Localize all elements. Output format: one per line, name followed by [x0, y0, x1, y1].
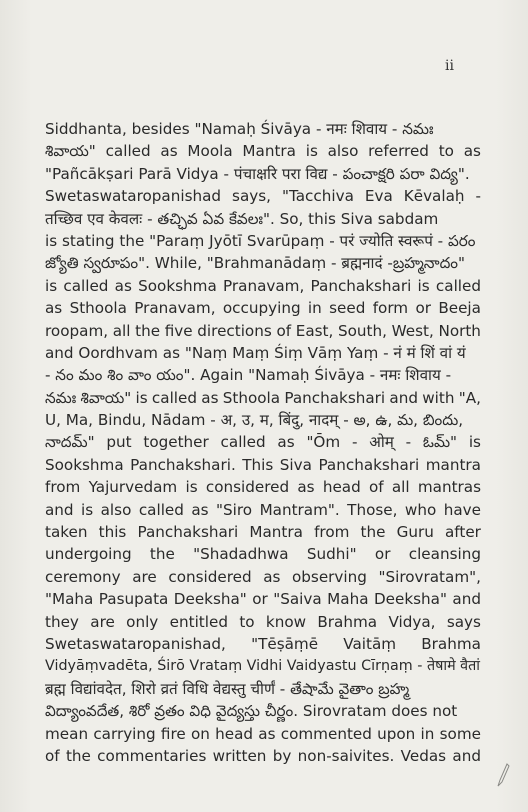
text-line: is stating the "Paraṃ Jyōtī Svarūpaṃ - परं ज्योति स्वरूपं - పరం	[45, 231, 476, 250]
text-line: is called as Sookshma Pranavam, Panchakshari is called	[45, 276, 481, 295]
text-line: "Maha Pasupata Deeksha" or "Saiva Maha Deeksha" and	[45, 590, 481, 609]
text-line: - నం మం శిం వాం యం". Again "Namaḥ Śivāya - नमः शिवाय -	[45, 366, 452, 385]
text-line: of the commentaries written by non-saivites. Vedas and	[45, 746, 481, 765]
text-line: mean carrying fire on head as commented upon in some	[45, 724, 481, 743]
text-line: and Oordhvam as "Naṃ Maṃ Śiṃ Vāṃ Yaṃ - नं मं शिं वां यं	[45, 343, 466, 362]
text-line: taken this Panchakshari Mantra from the Guru after	[45, 523, 481, 542]
text-line: U, Ma, Bindu, Nādam - अ, उ, म, बिंदु, नादम् - అ, ఉ, మ, బిందు,	[45, 411, 464, 430]
text-line: నాదమ్" put together called as "Ōm - ओम् - ఓమ్" is	[45, 433, 481, 452]
text-line: as Sthoola Pranavam, occupying in seed form or Beeja	[45, 299, 481, 318]
text-line: and is also called as "Siro Mantram". Those, who have	[45, 500, 481, 519]
text-line: Vidyāṃvadēta, Śirō Vrataṃ Vidhi Vaidyastu Cīrṇaṃ - तेषामे वैतां	[45, 658, 480, 675]
text-line: ceremony are considered as observing "Sirovratam",	[45, 567, 481, 586]
text-line: నమః శివాయ" is called as Sthoola Panchakshari and with "A,	[45, 388, 481, 407]
text-line: జ్యోతి స్వరూపం". While, "Brahmanādaṃ - ब्रह्मनादं -బ్రహ్మనాదం"	[45, 254, 465, 273]
page-number: ii	[445, 58, 454, 74]
text-line: "Pañcākṣari Parā Vidya - पंचाक्षरि परा विद्य - పంచాక్షరి పరా విద్య".	[45, 164, 470, 183]
text-line: from Yajurvedam is considered as head of all mantras	[45, 478, 481, 497]
text-line: undergoing the "Shadadhwa Sudhi" or cleansing	[45, 545, 481, 564]
text-line: Swetaswataropanishad, "Tēṣāṃē Vaitāṃ Brahma	[45, 634, 481, 653]
text-line: Siddhanta, besides "Namaḥ Śivāya - नमः शिवाय - నమః	[45, 120, 434, 138]
body-text	[45, 118, 481, 767]
text-line: విద్యాంవదేత, శిరో వ్రతం విధి వైద్యస్తు చీర్ణం. Sirovratam does not	[45, 702, 458, 721]
text-line: they are only entitled to know Brahma Vidya, says	[45, 612, 481, 631]
pencil-mark-icon	[496, 762, 510, 788]
text-line: तच्छिव एव केवलः - తచ్ఛివ ఏవ కేవలః". So, this Siva sabdam	[45, 209, 439, 228]
text-line: ब्रह्म विद्यांवदेत, शिरो व्रतं विधि वेद्यस्तु चीर्णं - తేషామే వైతాం బ్రహ్మ	[45, 679, 410, 698]
text-line: Sookshma Panchakshari. This Siva Panchakshari mantra	[45, 455, 481, 474]
text-line: శివాయ" called as Moola Mantra is also referred to as	[45, 142, 481, 161]
text-line: Swetaswataropanishad says, "Tacchiva Eva Kēvalaḥ -	[45, 187, 481, 206]
text-line: roopam, all the five directions of East, South, West, North	[45, 321, 481, 340]
